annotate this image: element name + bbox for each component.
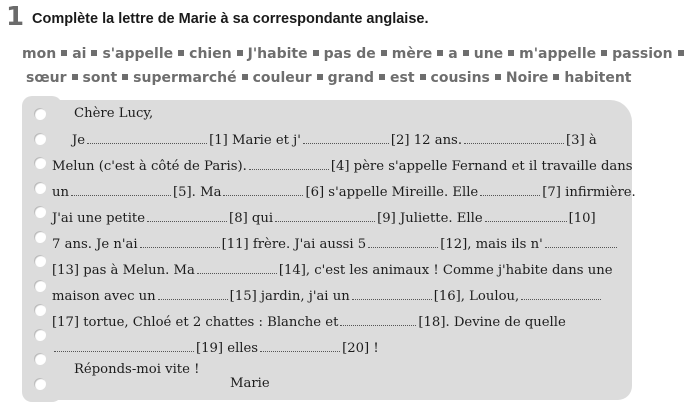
blank-6[interactable]: [223, 184, 303, 196]
blank-8[interactable]: [147, 210, 227, 222]
blank-20[interactable]: [260, 340, 340, 352]
separator-square-icon: [91, 50, 97, 56]
letter-line-3: un [5]. Ma [6] s'appelle Mireille. Elle [7] infirmière.: [52, 185, 636, 200]
ring-hole-icon: [34, 182, 46, 194]
blank-7[interactable]: [480, 184, 540, 196]
blank-3[interactable]: [464, 132, 564, 144]
blank-14[interactable]: [197, 262, 277, 274]
ring-hole-icon: [34, 378, 46, 390]
separator-square-icon: [237, 50, 243, 56]
word-bank-item: ai: [72, 46, 87, 62]
separator-square-icon: [420, 74, 426, 80]
word-bank-item: mon: [22, 46, 57, 62]
word-bank-item: grand: [327, 70, 375, 86]
separator-square-icon: [381, 50, 387, 56]
separator-square-icon: [122, 74, 128, 80]
blank-5[interactable]: [71, 184, 171, 196]
blank-16[interactable]: [352, 288, 432, 300]
word-bank-item: une: [473, 46, 504, 62]
ring-hole-icon: [34, 206, 46, 218]
separator-square-icon: [437, 50, 443, 56]
word-bank-item: a: [448, 46, 458, 62]
separator-square-icon: [379, 74, 385, 80]
blank-11[interactable]: [140, 236, 220, 248]
word-bank-item: sœur: [26, 70, 67, 86]
separator-square-icon: [508, 50, 514, 56]
blank-4[interactable]: [249, 158, 329, 170]
separator-square-icon: [553, 74, 559, 80]
word-bank-item: cousins: [430, 70, 490, 86]
word-bank-item: est: [390, 70, 415, 86]
ring-hole-icon: [34, 329, 46, 341]
letter-closing: Réponds-moi vite !: [74, 362, 200, 377]
word-bank-item: supermarché: [133, 70, 237, 86]
blank-19[interactable]: [54, 340, 194, 352]
word-bank-item: couleur: [252, 70, 312, 86]
separator-square-icon: [678, 50, 684, 56]
blank-9[interactable]: [275, 210, 375, 222]
ring-hole-icon: [34, 353, 46, 365]
ring-hole-icon: [34, 231, 46, 243]
blank-12[interactable]: [368, 236, 438, 248]
letter-greeting: Chère Lucy,: [74, 106, 154, 121]
word-bank-item: s'appelle: [102, 46, 174, 62]
blank-10[interactable]: [485, 210, 567, 222]
letter-line-9: [19] elles [20] !: [52, 340, 379, 356]
blank-13[interactable]: [545, 236, 617, 248]
separator-square-icon: [317, 74, 323, 80]
blank-17[interactable]: [521, 288, 601, 300]
word-bank-line-1: [22, 42, 673, 66]
word-bank: [22, 42, 673, 90]
letter-line-2: Melun (c'est à côté de Paris). [4] père s'appelle Fernand et il travaille dans: [52, 159, 633, 174]
letter-line-1: Je [1] Marie et j' [2] 12 ans. [3] à: [72, 133, 597, 148]
word-bank-item: habitent: [564, 70, 632, 86]
ring-hole-icon: [34, 133, 46, 145]
letter-line-5: 7 ans. Je n'ai [11] frère. J'ai aussi 5 [12], mais ils n': [52, 236, 619, 252]
blank-15[interactable]: [158, 288, 228, 300]
ring-hole-icon: [34, 304, 46, 316]
separator-square-icon: [463, 50, 469, 56]
word-bank-item: chien: [189, 46, 232, 62]
word-bank-item: Noire: [505, 70, 549, 86]
separator-square-icon: [313, 50, 319, 56]
blank-1[interactable]: [87, 132, 207, 144]
exercise-instruction: Complète la lettre de Marie à sa correspondante anglaise.: [32, 11, 429, 27]
ring-hole-icon: [34, 157, 46, 169]
word-bank-line-2: [22, 66, 632, 90]
letter-line-6: [13] pas à Melun. Ma [14], c'est les animaux ! Comme j'habite dans une: [52, 263, 613, 278]
letter-line-4: J'ai une petite [8] qui [9] Juliette. Elle [10]: [52, 211, 596, 226]
blank-18[interactable]: [340, 314, 416, 326]
word-bank-item: m'appelle: [519, 46, 597, 62]
letter-signature: Marie: [230, 376, 270, 391]
notebook-rings: [30, 100, 52, 400]
letter-line-8: [17] tortue, Chloé et 2 chattes : Blanche et [18]. Devine de quelle: [52, 315, 566, 330]
word-bank-item: sont: [82, 70, 118, 86]
ring-hole-icon: [34, 255, 46, 267]
word-bank-item: passion: [612, 46, 673, 62]
separator-square-icon: [495, 74, 501, 80]
ring-hole-icon: [34, 280, 46, 292]
separator-square-icon: [178, 50, 184, 56]
separator-square-icon: [601, 50, 607, 56]
word-bank-item: pas de: [323, 46, 376, 62]
separator-square-icon: [72, 74, 78, 80]
word-bank-item: J'habite: [247, 46, 308, 62]
exercise-number: 1: [6, 2, 25, 32]
separator-square-icon: [242, 74, 248, 80]
word-bank-item: mère: [391, 46, 433, 62]
ring-hole-icon: [34, 108, 46, 120]
separator-square-icon: [61, 50, 67, 56]
blank-2[interactable]: [303, 132, 389, 144]
letter-line-7: maison avec un [15] jardin, j'ai un [16], Loulou,: [52, 288, 603, 304]
